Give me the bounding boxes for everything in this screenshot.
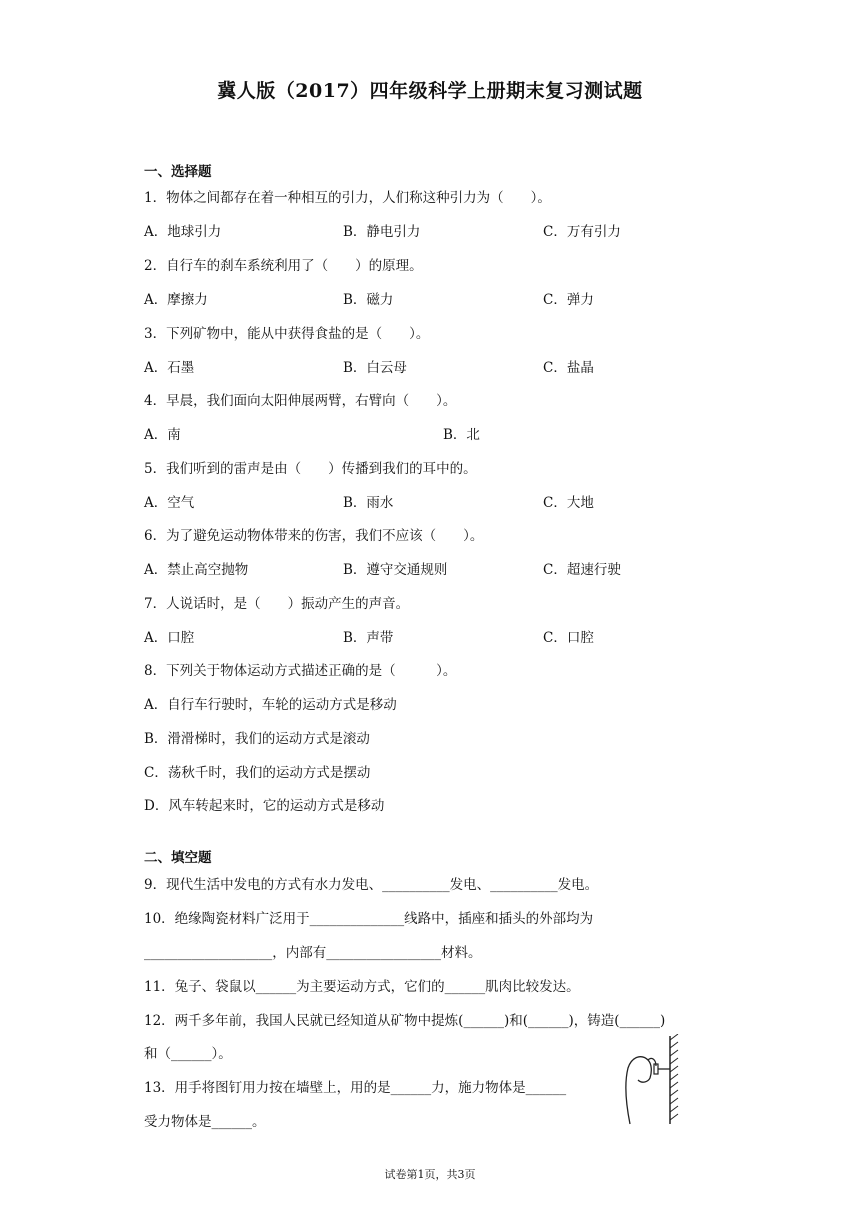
question-12-line-1: 12．两千多年前，我国人民就已经知道从矿物中提炼(______)和(______)，铸造(______) xyxy=(144,1013,666,1029)
page-title: 冀人版（2017）四年级科学上册期末复习测试题 xyxy=(217,80,643,102)
question-10-line-2: ___________________，内部有_________________材料。 xyxy=(144,945,482,961)
page-footer: 试卷第1页，共3页 xyxy=(384,1168,476,1181)
question-11: 11．兔子、袋鼠以______为主要运动方式，它们的______肌肉比较发达。 xyxy=(144,979,580,995)
question-3: 3．下列矿物中，能从中获得食盐的是（ ）。 xyxy=(144,326,430,342)
question-1: 1．物体之间都存在着一种相互的引力，人们称这种引力为（ ）。 xyxy=(144,190,551,206)
question-8: 8．下列关于物体运动方式描述正确的是（ ）。 xyxy=(144,663,457,679)
q6-option-c: C．超速行驶 xyxy=(543,562,621,578)
question-2: 2．自行车的刹车系统利用了（ ）的原理。 xyxy=(144,258,423,274)
thumb-pin-wall-figure xyxy=(620,1034,686,1126)
question-7: 7．人说话时，是（ ）振动产生的声音。 xyxy=(144,596,410,612)
question-13-line-2: 受力物体是______。 xyxy=(144,1114,266,1130)
q1-option-c: C．万有引力 xyxy=(543,224,621,240)
section-heading-fill: 二、填空题 xyxy=(144,850,212,866)
q3-option-c: C．盐晶 xyxy=(543,360,594,376)
question-12-line-2: 和（______）。 xyxy=(144,1046,232,1062)
q1-option-a: A．地球引力 xyxy=(144,224,222,240)
question-9: 9．现代生活中发电的方式有水力发电、__________发电、__________发电。 xyxy=(144,877,599,893)
q8-option-d: D．风车转起来时，它的运动方式是移动 xyxy=(144,798,385,814)
q5-option-a: A．空气 xyxy=(144,495,195,511)
q1-option-b: B．静电引力 xyxy=(343,224,421,240)
q6-option-b: B．遵守交通规则 xyxy=(343,562,448,578)
question-6: 6．为了避免运动物体带来的伤害，我们不应该（ ）。 xyxy=(144,528,484,544)
q3-option-b: B．白云母 xyxy=(343,360,407,376)
q2-option-b: B．磁力 xyxy=(343,292,394,308)
q4-option-b: B．北 xyxy=(443,427,480,443)
q6-option-a: A．禁止高空抛物 xyxy=(144,562,249,578)
q2-option-c: C．弹力 xyxy=(543,292,594,308)
q8-option-b: B．滑滑梯时，我们的运动方式是滚动 xyxy=(144,731,370,747)
q2-option-a: A．摩擦力 xyxy=(144,292,208,308)
q5-option-b: B．雨水 xyxy=(343,495,394,511)
question-13-line-1: 13．用手将图钉用力按在墙壁上，用的是______力，施力物体是______ xyxy=(144,1080,567,1096)
q7-option-c: C．口腔 xyxy=(543,630,594,646)
question-5: 5．我们听到的雷声是由（ ）传播到我们的耳中的。 xyxy=(144,461,477,477)
section-heading-choice: 一、选择题 xyxy=(144,164,212,180)
q3-option-a: A．石墨 xyxy=(144,360,195,376)
question-4: 4．早晨，我们面向太阳伸展两臂，右臂向（ ）。 xyxy=(144,393,457,409)
q7-option-b: B．声带 xyxy=(343,630,394,646)
q7-option-a: A．口腔 xyxy=(144,630,195,646)
q5-option-c: C．大地 xyxy=(543,495,594,511)
q8-option-c: C．荡秋千时，我们的运动方式是摆动 xyxy=(144,765,371,781)
question-10-line-1: 10．绝缘陶瓷材料广泛用于______________线路中，插座和插头的外部均为 xyxy=(144,911,594,927)
q4-option-a: A．南 xyxy=(144,427,181,443)
q8-option-a: A．自行车行驶时，车轮的运动方式是移动 xyxy=(144,697,397,713)
